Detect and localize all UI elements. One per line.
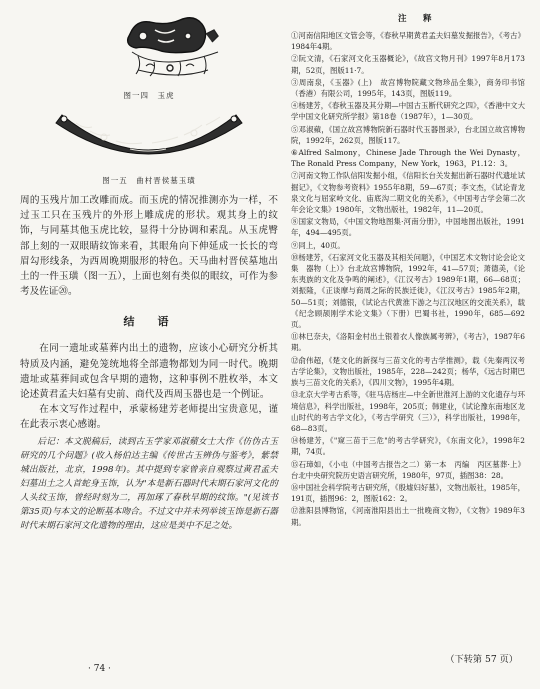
note-item: ⑧国家文物局，《中国文物地图集·河南分册》，中国地图出版社，1991年，494—495页。: [291, 217, 525, 238]
note-item: ⑩杨建芳，《石家河文化玉器及其相关问题》，《中国艺术文物讨论会论文集 器物（上）》台北故宫博物院，1992年，41—57页；萧德美，《论东夷族的文化及争鸣的阐述》，《江汉考古》1989年1期，66—68页；刘振隆，《正谈摩与商周之际的民族迁徙》，《江汉考古》1985年2期，50—51页；刘德银，《试论古代黄淮下游之与江汉地区的交流关系》，载《纪念顾颉刚学术论文集》（下册）巴蜀书社，1990年，685—692页。: [291, 252, 525, 330]
note-item: ⑭杨建芳，《"窥三苗于三危"的考古学研究》，《东南文化》，1998年2期，74页。: [291, 436, 525, 457]
notes-column: [291, 30, 525, 529]
figure-caption: 图一五 曲村晋侯墓玉璜: [102, 176, 196, 185]
note-item: ⑬北京大学考古系等，《驻马店杨庄—中全新世淮河上游的文化遗存与环境信息》，科学出版社，1998年，205页；韩建业，《试论豫东南地区龙山时代的考古学文化》，《考古学研究（三）》，科学出版社，1998年，68—83页。: [291, 390, 525, 433]
paragraph: 在同一遗址或墓葬内出土的遗物，应该小心研究分析其特质及内涵，避免笼统地将全部遗物都划为同一时代。晚期遗址或墓葬间或包含早期的遗物，这种事例不胜枚举，本文论述黄君孟夫妇墓有史前、商代及西周玉器也是一个例证。: [20, 343, 278, 401]
note-item: ⑪林巳奈夫，《洛阳金村出土银着衣人像族属考辨》，《考古》，1987年6期。: [291, 332, 525, 353]
paragraph-continued: 周的玉残片加工改雕而成。而玉虎的情况推测亦为一样，不过玉工只在玉残片的外形上雕成虎的形状。观其身上的纹饰，与同墓其他玉虎比较，显得十分协调和素乱。从玉虎臀部上刻的一双眼睛纹饰来看，其眼角向下伸延成一长长的弯眉勾形线条，为西周晚期服形的特色。天马曲村晋侯墓地出土的一件玉璜（图一五），上面也刻有类似的眼纹，可作为参考及佐证⑳。: [20, 195, 278, 298]
section-title: 结 语: [123, 315, 175, 329]
continued-note: （下转第 57 页）: [445, 654, 518, 665]
note-item: ①河南信阳地区文管会等，《春秋早期黄君孟夫妇墓发掘报告》，《考古》1984年4期。: [291, 31, 525, 52]
page-number: · 74 ·: [88, 664, 111, 674]
jade-tiger-drawing: [20, 8, 278, 88]
figure-jade-huang: [20, 109, 278, 187]
note-item: ③周南泉，《玉器》(上) 故宫博物院藏文物珍品全集》，商务印书馆（香港）有限公司，1995年，143页，图版119。: [291, 77, 525, 99]
note-item: ⑫俞伟超，《楚文化的新探与三苗文化的考古学推测》，载《先秦两汉考古学论集》，文物出版社，1985年，228—242页；杨华，《远古时期巴族与三苗文化的关系》，《四川文物》，1995年4期。: [291, 355, 525, 388]
note-item: ⑰淮阳县博物馆，《河南淮阳县出土一批晚商文物》，《文物》1989年3期。: [291, 506, 525, 527]
jade-huang-drawing: [20, 109, 278, 173]
note-item: ④杨建芳，《春秋玉器及其分期—中国古玉断代研究之四》，《香港中文大学中国文化研究所学报》第18卷（1987年），1—30页。: [291, 101, 525, 122]
notes-title: 注 释: [398, 14, 436, 24]
note-item: ⑨同上，40页。: [291, 240, 345, 250]
note-item: ⑮石璋如，《小屯（中国考古报告之二）第一本 丙编 丙区墓葬·上》台北中央研究院历史语言研究所，1980年，97页，插图38：28。: [291, 459, 525, 480]
figure-caption: 图一四 玉虎: [123, 91, 175, 100]
figure-jade-tiger: [20, 8, 278, 103]
paragraph: 在本文写作过程中，承蒙杨建芳老师提出宝贵意见，谨在此表示衷心感谢。: [20, 404, 278, 431]
note-item: ⑦河南文物工作队信阳发掘小组，《信阳长台关发掘出新石器时代遗址试掘记》，《文物参考资料》1955年8期，59—67页；李文杰，《试论青龙泉文化与屈家岭文化、庙底沟二期文化的关系》，《中国考古学会第二次年会论文集》1980年，文物出版社，1982年，11—20页。: [291, 171, 525, 215]
postscript: 后记：本文脱稿后，读到古玉学家邓淑蘋女士大作《仿伪古玉研究的几个问题》(收入杨伯达主编《传世古玉辨伪与鉴考》，紫禁城出版社，北京，1998年)。其中提到专家曾亲自观察过黄君孟夫妇墓出土之人首蛇身玉饰，认为"本是新石器时代末期石家河文化的人头纹玉饰，曾经时刻为二，再加琢了春秋早期的纹饰。"(见该书第35页)与本文的论断基本吻合。不过文中并未列举该玉饰是新石器时代末期石家河文化遗物的理由，这应是美中不足之处。: [20, 436, 278, 531]
note-item: ⑯中国社会科学院考古研究所，《殷墟妇好墓》，文物出版社，1985年，191页，插图96：2，图版162：2。: [291, 482, 525, 504]
note-item: ②阮文清，《石家河文化玉器概论》，《故宫文物月刊》1997年8月173期，52页，图版11·7。: [291, 54, 525, 75]
left-column: [20, 8, 278, 533]
note-item: ⑥Alfred Salmony，Chinese Jade Through the Wei Dynasty，The Ronald Press Company，New York，1963，P1.12：3。: [291, 148, 525, 169]
note-item: ⑤邓淑蘋，《国立故宫博物院新石器时代玉器图录》，台北国立故宫博物院，1992年，262页，图版117。: [291, 124, 525, 145]
